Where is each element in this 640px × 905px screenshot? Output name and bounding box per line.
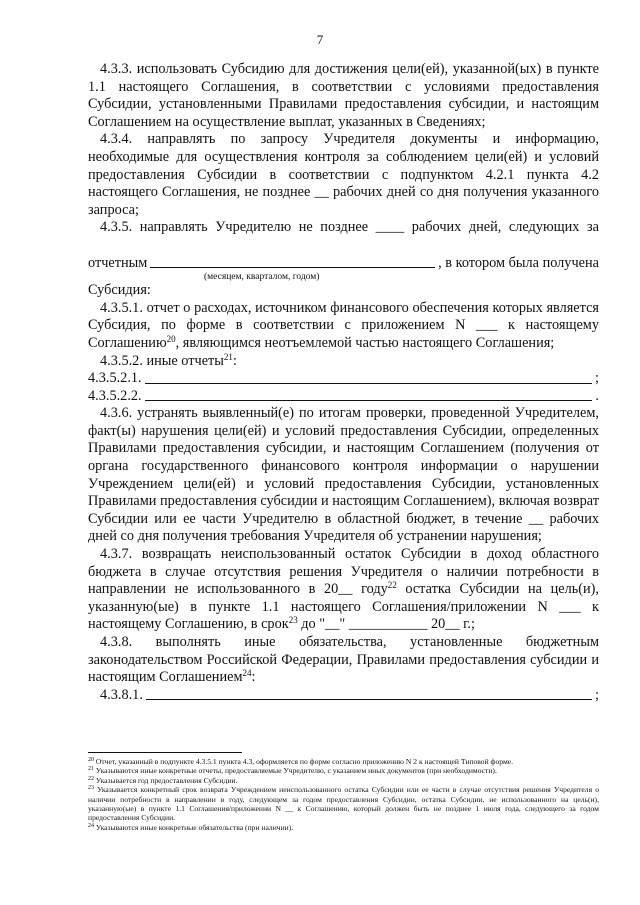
clause-4-3-5-line2 xyxy=(88,255,599,273)
clause-4-3-7-text-c: до "__" ___________ 20__ г.; xyxy=(297,616,475,633)
footnote-text: Указывается конкретный срок возврата Учреждением неиспользованного остатка Субсидии или ее части в случае отсутствия решения Учредителя о наличии потребности в направлении в году, следующем за годом предоставления Субсидии, остатка Субсидии, не использованного на цель(и), указанную(ые) в пункте 1.1 Соглашения/приложении N __ к Соглашению, который должен быть не позднее 1 июля года, следующего за годом предоставления Субсидии. xyxy=(88,785,599,823)
footnote-ref-22: 22 xyxy=(387,580,397,591)
clause-4-3-7 xyxy=(88,546,599,634)
clause-4-3-8 xyxy=(88,634,599,687)
clause-4-3-4: 4.3.4. направлять по запросу Учредителя документы и информацию, необходимые для осуществления контроля за соблюдением цели(ей) и условий предоставления Субсидии в соответствии с подпунктом 4.2.1 пункта 4.2 настоящего Соглашения, не позднее __ рабочих дней со дня получения указанного запроса; xyxy=(88,131,599,218)
clause-4-3-5-line3: Субсидия: xyxy=(88,282,151,299)
footnote-text: Отчет, указанный в подпункте 4.3.5.1 пункта 4.3, оформляется по форме согласно приложению N 2 к настоящей Типовой форме. xyxy=(94,757,514,766)
clause-4-3-8-text: 4.3.8. выполнять иные обязательства, установленные бюджетным законодательством Российской Федерации, Правилами предоставления субсидии и настоящим Соглашением xyxy=(88,634,599,686)
page-number: 7 xyxy=(316,32,324,47)
footnote-ref-20: 20 xyxy=(166,333,176,344)
footnote-23 xyxy=(88,785,599,823)
other-obligation-blank xyxy=(146,698,592,700)
footnote-separator xyxy=(88,752,242,753)
clause-4-3-5-2-2-label: 4.3.5.2.2. xyxy=(88,387,142,404)
clause-4-3-5-2-2 xyxy=(88,388,599,406)
other-report-2-blank xyxy=(145,399,593,401)
clause-4-3-5-line1: 4.3.5. направлять Учредителю не позднее ____ рабочих дней, следующих за xyxy=(100,219,599,236)
reporting-period-blank xyxy=(150,266,435,268)
clause-4-3-8-1-end: ; xyxy=(595,686,599,703)
footnote-22 xyxy=(88,776,599,785)
document-body xyxy=(88,61,599,704)
footnote-ref-21: 21 xyxy=(223,351,233,362)
clause-4-3-3: 4.3.3. использовать Субсидию для достижения цели(ей), указанной(ых) в пункте 1.1 настоящего Соглашения, в соответствии с условиями предоставления Субсидии, установленными Правилами предоставления субсидии, и настоящим Соглашением на осуществление выплат, указанных в Сведениях; xyxy=(88,61,599,130)
other-report-1-blank xyxy=(145,382,592,384)
clause-4-3-5-2-text: 4.3.5.2. иные отчеты xyxy=(100,352,224,369)
clause-4-3-5-line2-end: , в котором была получена xyxy=(438,254,599,271)
footnote-20 xyxy=(88,757,599,766)
footnote-21 xyxy=(88,766,599,775)
clause-4-3-5-2-1-end: ; xyxy=(595,370,599,387)
footnote-text: Указываются иные конкретные обязательства (при наличии). xyxy=(94,822,294,832)
clause-4-3-5-1-end: , являющимся неотъемлемой частью настоящего Соглашения; xyxy=(175,334,555,351)
clause-4-3-8-end: : xyxy=(251,669,256,686)
clause-4-3-8-1 xyxy=(88,687,599,705)
footnote-number: 23 xyxy=(88,785,94,792)
clause-4-3-5-2-end: : xyxy=(232,352,237,369)
clause-4-3-5-1-text: 4.3.5.1. отчет о расходах, источником финансового обеспечения которых является Субсидия, по форме в соответствии с приложением N ___ к настоящему Соглашению xyxy=(88,299,599,351)
clause-4-3-7-text-a: 4.3.7. возвращать неиспользованный остаток Субсидии в доход областного бюджета в случае отсутствия решения Учредителя о наличии потребности в направлении не использованного в 20__ году xyxy=(88,546,599,598)
footnote-number: 22 xyxy=(88,775,94,782)
clause-4-3-5-2-2-end: . xyxy=(595,387,599,404)
footnote-ref-24: 24 xyxy=(242,668,252,679)
clause-4-3-6: 4.3.6. устранять выявленный(е) по итогам проверки, проведенной Учредителем, факт(ы) нарушения цели(ей) и условий предоставления Субсидии, определенных Правилами предоставления субсидии, и настоящим Соглашением (получения от органа государственного финансового контроля информации о нарушении Учреждением цели(ей) и условий предоставления Субсидии, установленных Правилами предоставления субсидии и настоящим Соглашением), включая возврат Субсидии или ее части Учредителю в областной бюджет, в течение __ рабочих дней со дня получения требования Учредителя об устранении нарушения; xyxy=(88,405,599,545)
clause-4-3-5-reporting-label: отчетным xyxy=(88,254,148,271)
clause-4-3-5-2 xyxy=(88,353,599,371)
footnote-ref-23: 23 xyxy=(288,615,298,626)
clause-4-3-7-text-b: остатка Субсидии на цель(и), указанную(ые) в пункте 1.1 настоящего Соглашения/приложении N ___ к настоящему Соглашению, в срок xyxy=(88,581,599,633)
footnote-text: Указываются иные конкретные отчеты, предоставляемые Учредителю, с указанием иных документов (при необходимости). xyxy=(94,766,497,776)
clause-4-3-5-1 xyxy=(88,300,599,353)
footnote-number: 21 xyxy=(88,766,94,773)
footnote-text: Указывается год предоставления Субсидии. xyxy=(94,775,238,785)
footnotes xyxy=(88,757,599,832)
clause-4-3-5-2-1-label: 4.3.5.2.1. xyxy=(88,370,142,387)
clause-4-3-5-2-1 xyxy=(88,370,599,388)
footnote-number: 20 xyxy=(88,757,94,763)
footnote-24 xyxy=(88,823,599,832)
clause-4-3-8-1-label: 4.3.8.1. xyxy=(100,686,143,703)
reporting-period-caption: (месяцем, кварталом, годом) xyxy=(204,272,320,283)
footnote-number: 24 xyxy=(88,822,94,829)
